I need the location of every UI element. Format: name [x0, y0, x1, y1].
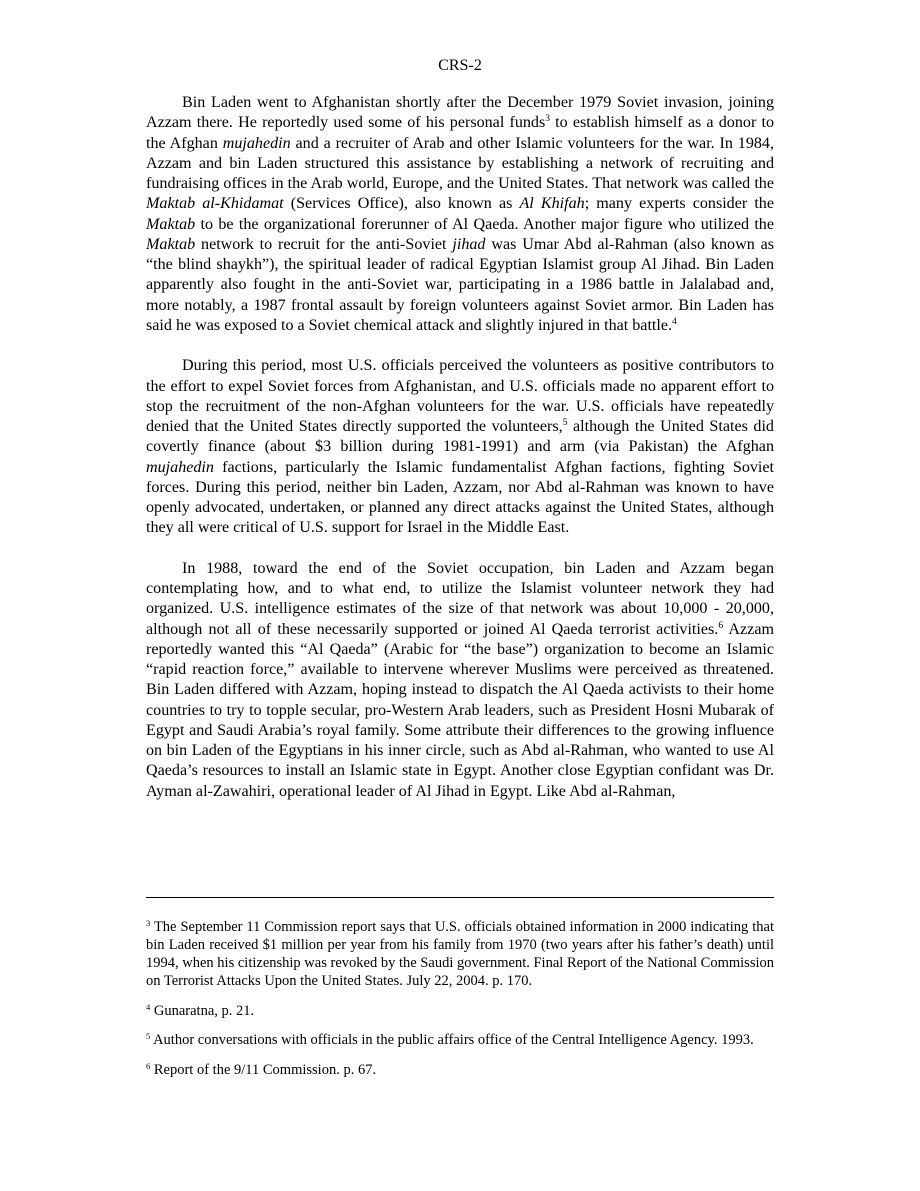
text-run: Azzam reportedly wanted this “Al Qaeda” (Arabic for “the base”) organization to become an Islamic “rapid reaction force,” available to intervene wherever Muslims were perceived as threatened. Bin Laden differed with Azzam, hoping instead to dispatch the Al Qaeda activists to their home countries to try to topple secular, pro-Western Arab leaders, such as President Hosni Mubarak of Egypt and Saudi Arabia’s royal family. Some attribute their differences to the growing influence on bin Laden of the Egyptians in his inner circle, such as Abd al-Rahman, who wanted to use Al Qaeda’s resources to install an Islamic state in Egypt. Another close Egyptian confidant was Dr. Ayman al-Zawahiri, operational leader of Al Jihad in Egypt. Like Abd al-Rahman, [146, 620, 774, 800]
paragraph [146, 356, 774, 538]
page-header: CRS-2 [438, 57, 482, 74]
footnote [146, 1061, 774, 1079]
text-run: ; many experts consider the [584, 195, 774, 213]
text-run: In 1988, toward the end of the Soviet occupation, bin Laden and Azzam began contemplating how, and to what end, to utilize the Islamist volunteer network they had organized. U.S. intelligence estimates of the size of that network was about 10,000 - 20,000, although not all of these necessarily supported or joined Al Qaeda terrorist activities. [146, 559, 774, 638]
text-run: Bin Laden went to Afghanistan shortly after the December 1979 Soviet invasion, joining Azzam there. He reportedly used some of his personal funds [146, 94, 774, 132]
italic-run: Al Khifah [519, 195, 585, 213]
text-run: factions, particularly the Islamic fundamentalist Afghan factions, fighting Soviet forces. During this period, neither bin Laden, Azzam, nor Abd al-Rahman was known to have openly advocated, undertaken, or planned any direct attacks against the United States, although they all were critical of U.S. support for Israel in the Middle East. [146, 458, 774, 537]
text-run: to be the organizational forerunner of Al Qaeda. Another major figure who utilized the [195, 215, 774, 233]
italic-run: Maktab al-Khidamat [146, 195, 284, 213]
text-run: was Umar Abd al-Rahman (also known as “the blind shaykh”), the spiritual leader of radical Egyptian Islamist group Al Jihad. Bin Laden apparently also fought in the anti-Soviet war, participating in a 1986 battle in Jalalabad and, more notably, a 1987 frontal assault by foreign volunteers against Soviet armor. Bin Laden has said he was exposed to a Soviet chemical attack and slightly injured in that battle. [146, 235, 774, 334]
text-run: although the United States did covertly finance (about $3 billion during 1981-1991) and arm (via Pakistan) the Afghan [146, 418, 774, 456]
paragraph [146, 559, 774, 802]
text-run: to establish himself as a donor to the Afghan [146, 114, 775, 152]
footnote-ref: 4 [672, 316, 677, 327]
italic-run: mujahedin [222, 134, 291, 152]
footnote [146, 918, 774, 990]
text-run: (Services Office), also known as [283, 195, 520, 213]
footnote-text: The September 11 Commission report says that U.S. officials obtained information in 2000 indicating that bin Laden received $1 million per year from his family from 1970 (two years after his father’s death) until 1994, when his citizenship was revoked by the Saudi government. Final Report of the National Commission on Terrorist Attacks Upon the United States. July 22, 2004. p. 170. [146, 919, 774, 989]
footnote-ref: 6 [718, 620, 724, 631]
text-run: and a recruiter of Arab and other Islamic volunteers for the war. In 1984, Azzam and bin Laden structured this assistance by establishing a network of recruiting and fundraising offices in the Arab world, Europe, and the United States. That network was called the [146, 134, 774, 192]
paragraph [146, 93, 774, 336]
text-run: During this period, most U.S. officials perceived the volunteers as positive contributors to the effort to expel Soviet forces from Afghanistan, and U.S. officials made no apparent effort to stop the recruitment of the non-Afghan volunteers for the war. U.S. officials have repeatedly denied that the United States directly supported the volunteers, [146, 357, 774, 435]
footnote-ref: 5 [562, 418, 568, 428]
footnote [146, 1002, 774, 1020]
italic-run: jihad [452, 235, 486, 253]
footnotes [146, 918, 774, 1090]
footnote-ref: 3 [545, 114, 550, 125]
body-text [146, 93, 774, 822]
text-run: network to recruit for the anti-Soviet [195, 235, 453, 253]
footnote-number: 5 [146, 1031, 151, 1041]
footnote [146, 1031, 774, 1049]
italic-run: Maktab [146, 235, 196, 253]
footnote-number: 6 [146, 1060, 151, 1071]
footnote-number: 4 [146, 1001, 151, 1012]
footnote-text: Author conversations with officials in the public affairs office of the Central Intelligence Agency. 1993. [150, 1032, 754, 1048]
footnote-divider [146, 897, 774, 898]
footnote-number: 3 [146, 918, 151, 928]
footnote-text: Gunaratna, p. 21. [150, 1002, 255, 1019]
italic-run: Maktab [146, 215, 196, 233]
italic-run: mujahedin [146, 458, 214, 476]
footnote-text: Report of the 9/11 Commission. p. 67. [150, 1061, 377, 1078]
